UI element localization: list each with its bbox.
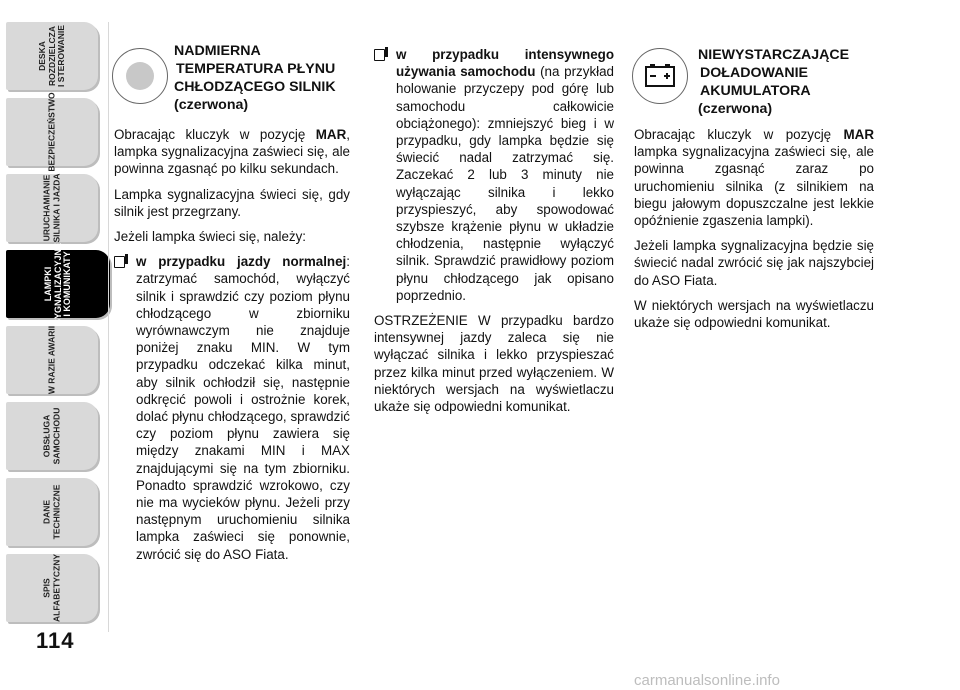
paragraph: Jeżeli lampka sygnalizacyjna będzie się świecić nadal zwrócić się jak najszybciej do ASO Fiata. bbox=[634, 238, 874, 288]
battery-icon bbox=[632, 48, 688, 104]
tab-lampki-active[interactable]: LAMPKI SYGNALIZACYJNE I KOMUNIKATY bbox=[6, 250, 110, 318]
tab-spis[interactable]: SPIS ALFABETYCZNY bbox=[6, 554, 98, 622]
watermark: carmanualsonline.info bbox=[634, 672, 780, 689]
list-item: w przypadku jazdy normalnej: zatrzymać samochód, wyłączyć silnik i sprawdzić czy poziom płynu chłodzącego w zbiorniku wyrównawczym nie znajduje poniżej znaku MIN. W tym przypadku odczekać kilka minut, aby silnik ochłodził się, następnie odkręcić powoli i ostrożnie korek, dolać płynu chłodzącego, sprawdzić czy poziom płynu zawiera się między znakami MIN i MAX znajdującymi się na tym zbiorniku. Ponadto sprawdzić wzrokowo, czy nie ma wycieków płynu. Jeżeli przy następnym uruchomieniu silnika lampka zaświeci się ponownie, zwrócić się do ASO Fiata. bbox=[114, 253, 350, 563]
tab-dane-techniczne[interactable]: DANE TECHNICZNE bbox=[6, 478, 98, 546]
heading-coolant: NADMIERNA TEMPERATURA PŁYNU CHŁODZĄCEGO SILNIK (czerwona) bbox=[174, 43, 336, 113]
paragraph: W niektórych wersjach na wyświetlaczu ukaże się odpowiedni komunikat. bbox=[634, 297, 874, 331]
column-3 bbox=[634, 126, 874, 339]
paragraph: Obracając kluczyk w pozycję MAR lampka sygnalizacyjna zaświeci się, ale powinna zgasnąć zaraz po uruchomieniu silnika (z silnikiem na biegu jałowym dopuszczalne jest lekkie opóźnienie zgaszenia lampki). bbox=[634, 127, 874, 229]
paragraph: Jeżeli lampka świeci się, należy: bbox=[114, 229, 307, 245]
checkbox-bullet-icon bbox=[374, 49, 385, 61]
page-number: 114 bbox=[36, 628, 75, 653]
list-item: w przypadku intensywnego używania samochodu (na przykład holowanie przyczepy pod górę lub samochodu całkowicie obciążonego): zmniejszyć bieg i w przypadku, gdy lampka będzie się świecić nadal zatrzymać się. Zaczekać 2 lub 3 minuty nie wyłączając silnika i lekko przyspieszyć, aby spowodować szybsze krążenie płynu w układzie chłodzenia, następnie wyłączyć silnik. Sprawdzić prawidłowy poziom płynu chłodzącego jak opisano poprzednio. bbox=[374, 46, 614, 304]
tab-deska-rozdzielcza[interactable]: DESKA ROZDZIELCZA I STEROWANIE bbox=[6, 22, 98, 90]
paragraph: Lampka sygnalizacyjna świeci się, gdy silnik jest przegrzany. bbox=[114, 186, 350, 219]
section-tabs bbox=[6, 22, 100, 632]
divider bbox=[108, 22, 109, 632]
tab-bezpieczenstwo[interactable]: BEZPIECZEŃSTWO bbox=[6, 98, 98, 166]
warning-paragraph: OSTRZEŻENIE W przypadku bardzo intensywnej jazdy zaleca się nie wyłączać silnika i lekko przyspieszać przez kilka minut przed wyłączeniem. W niektórych wersjach na wyświetlaczu ukaże się odpowiedni komunikat. bbox=[374, 313, 614, 415]
tab-w-razie-awarii[interactable]: W RAZIE AWARII bbox=[6, 326, 98, 394]
tab-uruchamianie[interactable]: URUCHAMIANIE SILNIKA I JAZDA bbox=[6, 174, 98, 242]
paragraph: Obracając kluczyk w pozycję MAR, lampka sygnalizacyjna zaświeci się, ale powinna zgasnąć po kilku sekundach. bbox=[114, 127, 350, 177]
column-2 bbox=[374, 46, 614, 423]
tab-obsluga[interactable]: OBSŁUGA SAMOCHODU bbox=[6, 402, 98, 470]
checkbox-bullet-icon bbox=[114, 256, 125, 268]
heading-battery: NIEWYSTARCZAJĄCE DOŁADOWANIE AKUMULATORA (czerwona) bbox=[698, 47, 850, 117]
column-1 bbox=[114, 126, 350, 563]
temperature-warning-icon bbox=[112, 48, 168, 104]
